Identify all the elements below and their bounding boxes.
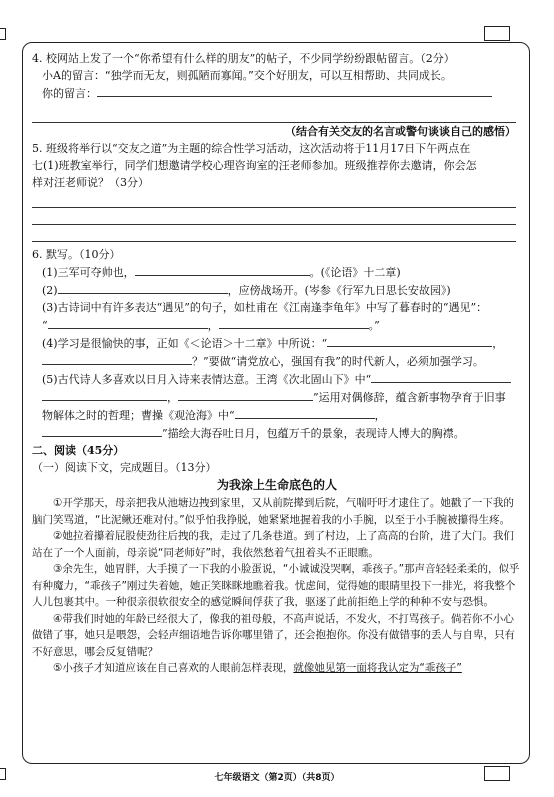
q6-s5-blank-4[interactable] <box>235 406 375 419</box>
q6-s4-line-2 <box>32 352 522 370</box>
q6-s4-comma: ， <box>492 337 504 350</box>
q6-s1 <box>32 263 522 281</box>
q4-hint: （结合有关交友的名言或警句谈谈自己的感悟） <box>285 125 516 138</box>
passage-p2: ②她拉着攥着屁股使劲往后拽的我，走过了几条巷道。到了村边，上了高高的台阶，进了大门。我们站在了一个人面前，母亲说“同老师好”时，我依然愁着气扭着头不正眼瞧。 <box>32 530 514 559</box>
q5-line-1: 5. 班级将举行以“交友之道”为主题的综合性学习活动，这次活动将于11月17日下午两点在 <box>32 142 471 155</box>
q5-line-3: 样对汪老师说？（3分） <box>32 176 149 189</box>
q6-s4-blank-2[interactable] <box>42 352 192 365</box>
q6-s5-comma-1: ， <box>167 391 178 404</box>
section2-heading: 二、阅读（45分） <box>32 444 125 457</box>
q5-answer-line-2[interactable] <box>32 208 516 225</box>
q4-xiaoa-text: “独学而无友，则孤陋而寡闻。”交个好朋友，可以互相帮助、共同成长。 <box>104 69 452 82</box>
passage-p3: ③余先生，她胃胖，大手摸了一下我的小脸蛋说，“小诚诚没哭啊，乖孩子。”那声音轻轻柔柔的，似乎有种魔力，“乖孩子”刚过失着她，她正笑眯眯地瞧着我。忧虑间，觉得她的眼睛里投下一排光，将我整个人儿包裹其中。一种很亲很软很安全的感觉瞬间俘获了我，驱逐了此前拒绝上学的种种不安与恐惧。 <box>32 563 520 608</box>
q4-your-label: 你的留言： <box>42 87 97 100</box>
passage-p4: ④带我们时她的年龄已经很大了，像我的祖母般，不高声说话，不发火，不打骂孩子。倘若你不小心做错了事，她只是喂怨，会轻声细语地告诉你哪里错了，还会抱抱你。你没有做错事的丢人与自卑，只有不好意思，哪会反复错呢？ <box>32 612 515 658</box>
q4-xiaoa-label: 小A的留言： <box>42 69 105 82</box>
q4-xiaoa <box>32 67 522 84</box>
q6-s2-text: ，应傍战场开。(岑参《行军九日思长安故园》) <box>227 284 451 297</box>
q6-s5-comma-2: ， <box>374 409 386 422</box>
q6-s1-text: (1)三军可夺帅也， <box>42 266 135 279</box>
passage-p1: ①开学那天，母亲把我从池塘边拽到家里，又从前院撵到后院，气喘吁吁才逮住了。她戳了一下我的脑门笑骂道，“比泥鳅还难对付。”似乎怕我挣脱，她紧紧地握着我的小手腕，以至于小手腕被攥得生疼。 <box>32 497 514 526</box>
q5-answer-line-1[interactable] <box>32 191 516 208</box>
q4-answer-blank-1[interactable] <box>97 84 492 97</box>
corner-box-top-right <box>484 26 510 41</box>
q6-s4-blank-1[interactable] <box>327 334 492 347</box>
q6-s2 <box>32 281 522 299</box>
q6-s3-line-2 <box>32 316 522 334</box>
q6-s5-blank-5[interactable] <box>42 424 162 437</box>
q6-s5-line-4 <box>32 424 522 442</box>
q6-s2-blank[interactable] <box>58 281 228 294</box>
passage-p5-underlined: 就像她见第一面将我认定为“乖孩子” <box>293 662 462 674</box>
q6-s5-line-3 <box>32 406 522 424</box>
q6-s3-line-1: (3)古诗词中有许多表达“遇见”的句子，如杜甫在《江南逢李龟年》中写了暮春时的“遇见”： <box>42 301 488 314</box>
q6-s1-source: 。(《论语》十二章) <box>309 266 401 279</box>
section2-sub: （一）阅读下文，完成题目。（13分） <box>32 461 217 474</box>
q4-your-message <box>32 84 522 102</box>
q6-s3-blank-1[interactable] <box>48 316 208 329</box>
page-footer: 七年级语文（第2页）（共8页） <box>214 773 340 783</box>
q6-s5-blank-1[interactable] <box>371 370 511 383</box>
passage-p5 <box>32 660 522 677</box>
q4-stem: 4. 校网站上发了一个“你希望有什么样的朋友”的帖子，不少同学纷纷跟帖留言。（2分） <box>32 52 455 65</box>
q6-s5-blank-3[interactable] <box>178 388 313 401</box>
q6-s3-comma: ， <box>207 319 219 332</box>
exam-content <box>32 50 522 677</box>
q6-s5-line-1 <box>32 370 522 388</box>
q6-s2-num: (2) <box>42 284 58 297</box>
q6-s4-text: (4)学习是很愉快的事，正如《＜论语＞十二章》中所说：“ <box>42 337 328 350</box>
q6-s5-text-4: ”描绘大海吞吐日月，包蕴万千的景象，表现诗人博大的胸襟。 <box>162 427 465 440</box>
q6-s3-open-quote: “ <box>42 319 48 332</box>
q6-s5-line-2 <box>32 388 522 406</box>
q6-s5-text: (5)古代诗人多喜欢以日月入诗来表情达意。王湾《次北固山下》中“ <box>42 373 372 386</box>
q6-s3-blank-2[interactable] <box>219 316 369 329</box>
q6-s5-blank-2[interactable] <box>42 388 167 401</box>
q6-s4-line-1 <box>32 334 522 352</box>
q6-s4-text-2: ？”要做“请党放心，强国有我”的时代新人，必须加强学习。 <box>192 355 484 368</box>
q6-s1-blank[interactable] <box>135 263 310 276</box>
passage <box>32 495 522 677</box>
q4-answer-line-2[interactable] <box>32 106 516 123</box>
passage-title: 为我涂上生命底色的人 <box>216 478 337 492</box>
q5-line-2: 七(1)班教室举行，同学们想邀请学校心理咨询室的汪老师参加。班级推荐你去邀请，你会怎 <box>32 159 477 172</box>
q6-s5-text-2: ”运用对偶修辞，蕴含新事物孕育于旧事 <box>313 391 506 404</box>
q6-s5-text-3: 物解体之时的哲理；曹操《观沧海》中“ <box>42 409 235 422</box>
q6-s3-end: 。” <box>368 319 380 332</box>
q5-answer-line-3[interactable] <box>32 225 516 242</box>
passage-p5-text: ⑤小孩子才知道应该在自己喜欢的人眼前怎样表现， <box>53 662 294 674</box>
edge-mark-top-left <box>0 28 6 40</box>
q6-stem: 6. 默写。（10分） <box>32 248 121 261</box>
